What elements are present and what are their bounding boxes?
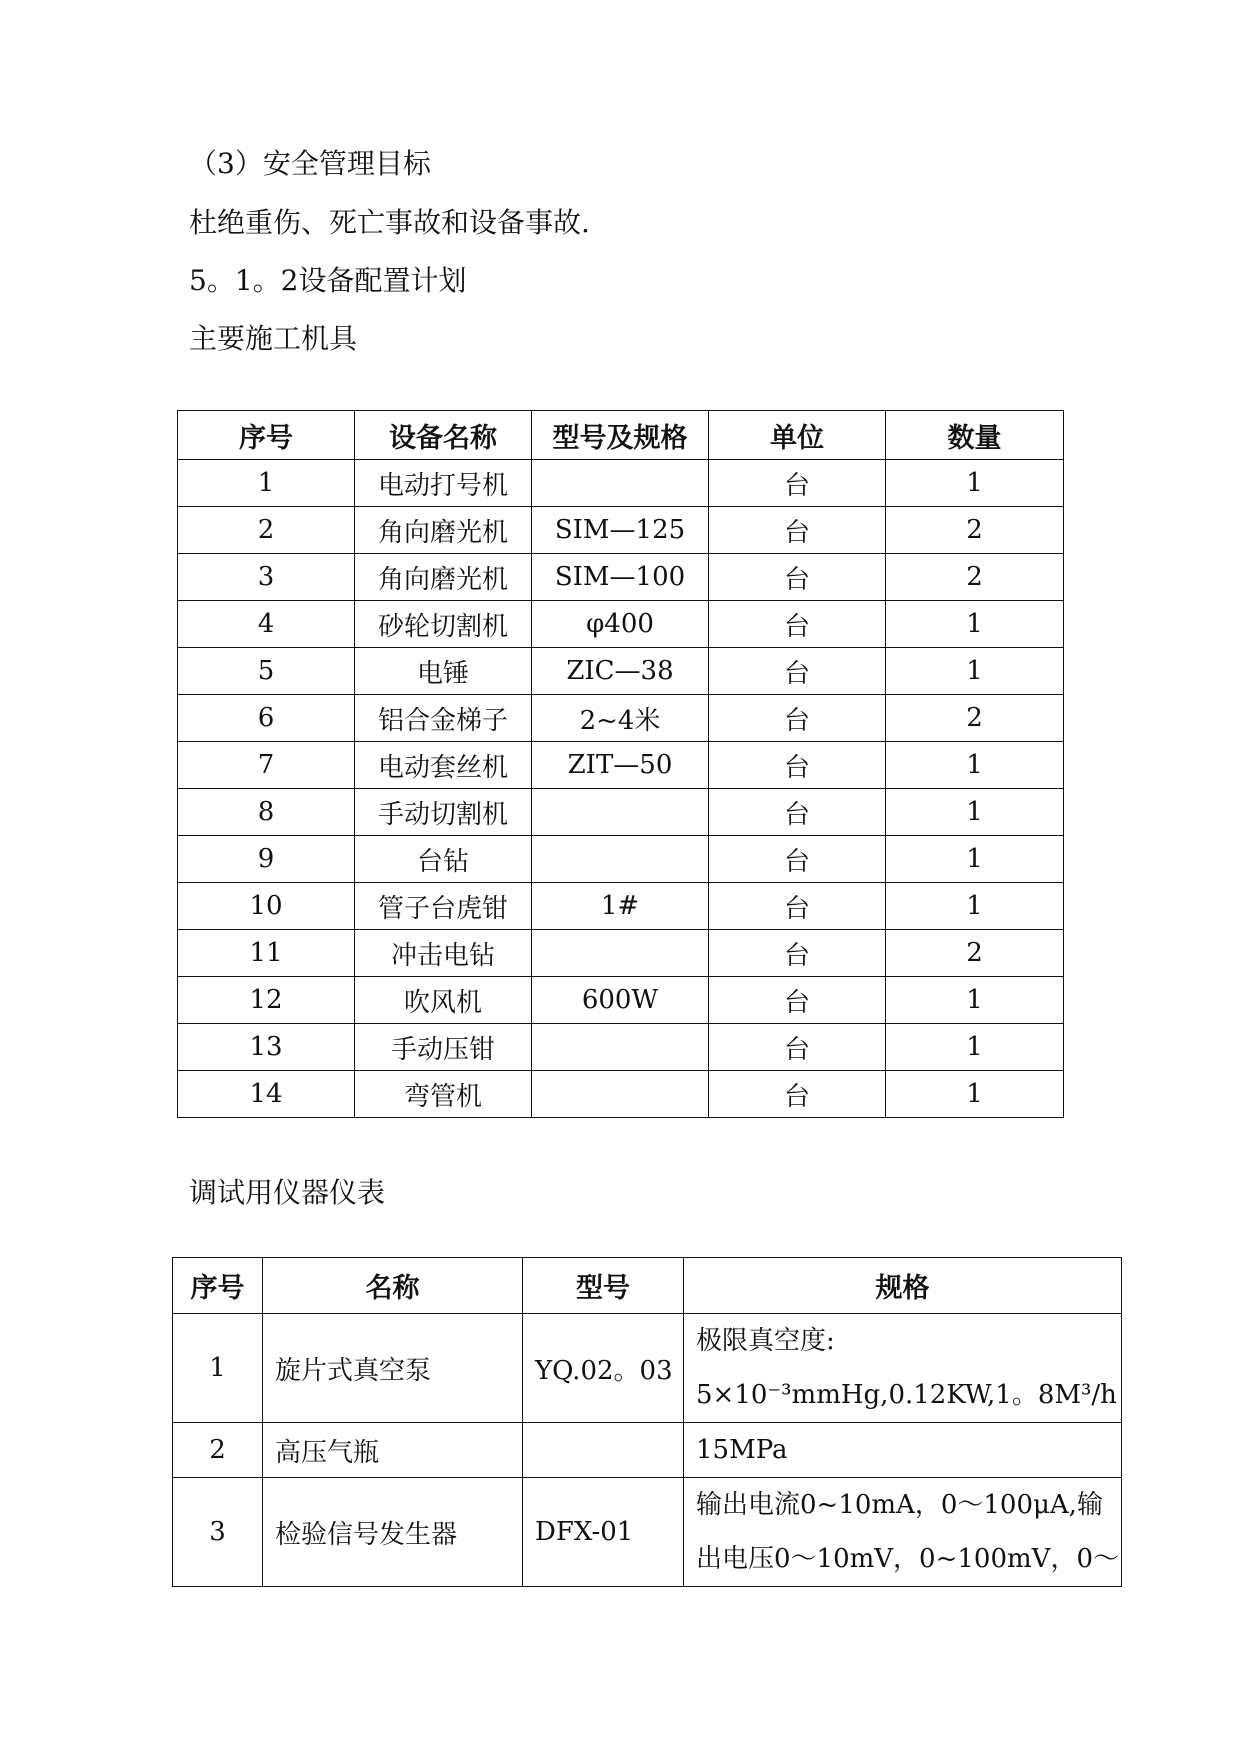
col-header-no: 序号 xyxy=(173,1258,263,1314)
table-row xyxy=(178,507,1064,554)
table-row xyxy=(173,1478,1122,1587)
cell-qty: 2 xyxy=(886,930,1064,977)
cell-model: DFX-01 xyxy=(523,1478,684,1587)
col-header-no: 序号 xyxy=(178,411,355,460)
cell-name: 电动打号机 xyxy=(355,460,532,507)
table-row xyxy=(178,601,1064,648)
cell-no: 4 xyxy=(178,601,355,648)
cell-model: YQ.02。03 xyxy=(523,1314,684,1423)
cell-no: 8 xyxy=(178,789,355,836)
cell-spec xyxy=(684,1314,1122,1423)
cell-qty: 2 xyxy=(886,507,1064,554)
cell-no: 6 xyxy=(178,695,355,742)
cell-model: 600W xyxy=(532,977,709,1024)
table-row xyxy=(178,554,1064,601)
cell-qty: 1 xyxy=(886,836,1064,883)
cell-name: 旋片式真空泵 xyxy=(263,1314,523,1423)
cell-no: 3 xyxy=(173,1478,263,1587)
cell-qty: 1 xyxy=(886,742,1064,789)
cell-unit: 台 xyxy=(709,789,886,836)
cell-no: 1 xyxy=(178,460,355,507)
cell-name: 检验信号发生器 xyxy=(263,1478,523,1587)
spec-line: 15MPa xyxy=(696,1435,788,1465)
cell-no: 1 xyxy=(173,1314,263,1423)
cell-model xyxy=(523,1423,684,1478)
instruments-title: 调试用仪器仪表 xyxy=(189,1176,386,1209)
cell-name: 高压气瓶 xyxy=(263,1423,523,1478)
cell-name: 台钻 xyxy=(355,836,532,883)
cell-name: 手动切割机 xyxy=(355,789,532,836)
table-row xyxy=(178,1071,1064,1118)
cell-model: 1# xyxy=(532,883,709,930)
cell-unit: 台 xyxy=(709,648,886,695)
cell-name: 电动套丝机 xyxy=(355,742,532,789)
safety-target-text: 杜绝重伤、死亡事故和设备事故. xyxy=(189,206,590,239)
spec-line: 5×10⁻³mmHg,0.12KW,1。8M³/h xyxy=(696,1380,1117,1410)
table-row xyxy=(178,695,1064,742)
cell-qty: 1 xyxy=(886,1071,1064,1118)
cell-name: 砂轮切割机 xyxy=(355,601,532,648)
spec-line: 极限真空度: xyxy=(696,1326,835,1356)
col-header-name: 设备名称 xyxy=(355,411,532,460)
cell-unit: 台 xyxy=(709,507,886,554)
cell-name: 电锤 xyxy=(355,648,532,695)
cell-name: 角向磨光机 xyxy=(355,554,532,601)
instruments-table-header xyxy=(173,1258,1122,1314)
table-row xyxy=(178,883,1064,930)
cell-model: SIM—125 xyxy=(532,507,709,554)
table-row xyxy=(173,1314,1122,1423)
section-heading: （3）安全管理目标 xyxy=(189,147,431,180)
col-header-unit: 单位 xyxy=(709,411,886,460)
instruments-table xyxy=(172,1257,1122,1587)
col-header-model: 型号 xyxy=(523,1258,684,1314)
table-row xyxy=(178,648,1064,695)
cell-qty: 2 xyxy=(886,554,1064,601)
spec-line: 出电压0～10mV，0~100mV，0～ xyxy=(696,1544,1119,1574)
cell-unit: 台 xyxy=(709,460,886,507)
cell-model: ZIT—50 xyxy=(532,742,709,789)
cell-no: 12 xyxy=(178,977,355,1024)
table-row xyxy=(178,789,1064,836)
cell-model xyxy=(532,789,709,836)
cell-name: 角向磨光机 xyxy=(355,507,532,554)
cell-no: 11 xyxy=(178,930,355,977)
cell-qty: 1 xyxy=(886,977,1064,1024)
table-row xyxy=(178,460,1064,507)
cell-name: 弯管机 xyxy=(355,1071,532,1118)
cell-model xyxy=(532,460,709,507)
equipment-plan-title: 5。1。2设备配置计划 xyxy=(189,264,467,297)
col-header-name: 名称 xyxy=(263,1258,523,1314)
cell-unit: 台 xyxy=(709,977,886,1024)
cell-no: 7 xyxy=(178,742,355,789)
cell-unit: 台 xyxy=(709,836,886,883)
col-header-qty: 数量 xyxy=(886,411,1064,460)
cell-model: 2~4米 xyxy=(532,695,709,742)
cell-model xyxy=(532,1024,709,1071)
cell-model xyxy=(532,1071,709,1118)
cell-spec xyxy=(684,1423,1122,1478)
cell-unit: 台 xyxy=(709,883,886,930)
cell-no: 5 xyxy=(178,648,355,695)
cell-no: 14 xyxy=(178,1071,355,1118)
table-row xyxy=(173,1423,1122,1478)
table-row xyxy=(178,742,1064,789)
tools-table xyxy=(177,410,1064,1118)
cell-qty: 2 xyxy=(886,695,1064,742)
cell-qty: 1 xyxy=(886,648,1064,695)
cell-unit: 台 xyxy=(709,554,886,601)
cell-no: 3 xyxy=(178,554,355,601)
cell-unit: 台 xyxy=(709,695,886,742)
cell-qty: 1 xyxy=(886,1024,1064,1071)
cell-no: 13 xyxy=(178,1024,355,1071)
cell-unit: 台 xyxy=(709,742,886,789)
cell-spec xyxy=(684,1478,1122,1587)
cell-qty: 1 xyxy=(886,460,1064,507)
tools-title: 主要施工机具 xyxy=(189,322,358,355)
cell-no: 9 xyxy=(178,836,355,883)
cell-unit: 台 xyxy=(709,930,886,977)
cell-no: 10 xyxy=(178,883,355,930)
cell-name: 吹风机 xyxy=(355,977,532,1024)
cell-model xyxy=(532,836,709,883)
cell-model: SIM—100 xyxy=(532,554,709,601)
cell-qty: 1 xyxy=(886,883,1064,930)
table-row xyxy=(178,930,1064,977)
col-header-model: 型号及规格 xyxy=(532,411,709,460)
cell-unit: 台 xyxy=(709,601,886,648)
cell-qty: 1 xyxy=(886,601,1064,648)
cell-unit: 台 xyxy=(709,1071,886,1118)
cell-model: ZIC—38 xyxy=(532,648,709,695)
cell-no: 2 xyxy=(173,1423,263,1478)
table-row xyxy=(178,1024,1064,1071)
tools-table-header xyxy=(178,411,1064,460)
col-header-spec: 规格 xyxy=(684,1258,1122,1314)
cell-no: 2 xyxy=(178,507,355,554)
cell-unit: 台 xyxy=(709,1024,886,1071)
cell-name: 管子台虎钳 xyxy=(355,883,532,930)
cell-name: 铝合金梯子 xyxy=(355,695,532,742)
cell-qty: 1 xyxy=(886,789,1064,836)
cell-name: 手动压钳 xyxy=(355,1024,532,1071)
table-row xyxy=(178,836,1064,883)
cell-model xyxy=(532,930,709,977)
cell-name: 冲击电钻 xyxy=(355,930,532,977)
cell-model: φ400 xyxy=(532,601,709,648)
spec-line: 输出电流0~10mA，0～100μA,输 xyxy=(696,1490,1103,1520)
table-row xyxy=(178,977,1064,1024)
